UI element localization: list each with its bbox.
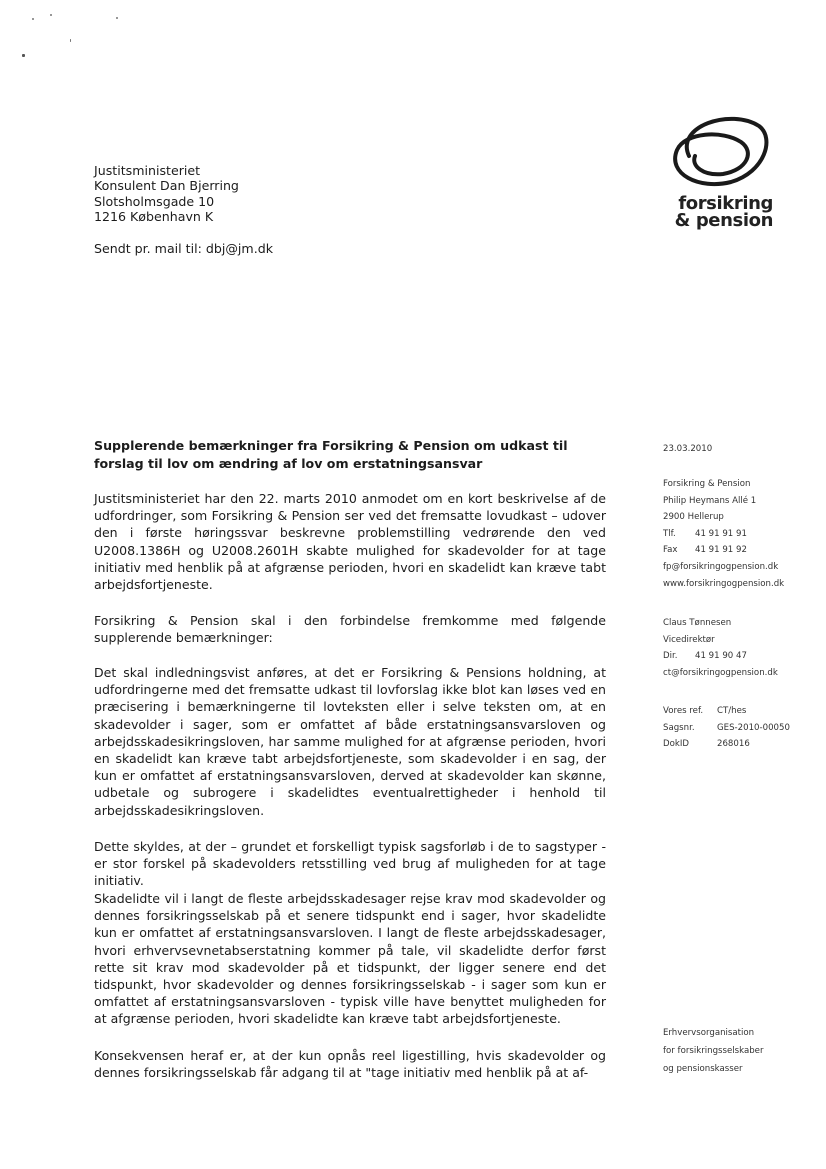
reference-value: CT/hes	[717, 706, 747, 716]
recipient-line: Slotsholmsgade 10	[94, 193, 215, 209]
sender-org-name: Forsikring & Pension	[663, 479, 751, 489]
doc-id-value: 268016	[717, 739, 750, 750]
recipient-line: Justitsministeriet	[94, 163, 201, 178]
letter-title: Supplerende bemærkninger fra Forsikring & Pension om udkast til forslag til lov om ændring af lov om erstatningsansvar	[94, 438, 568, 471]
contact-title: Vicedirektør	[663, 634, 715, 645]
recipient-address	[94, 163, 239, 225]
paragraph: Skadelidte vil i langt de fleste arbejdsskadesager rejse krav mod skadevolder og dennes forsikringsselskab på et senere tidspunkt end i sager, hvor skadelidte kun er omfattet af erstatningsansvarsloven. I langt de fleste arbejdsskadesager, hvori erhvervsevnetabserstatning kommer på tale, vil skadelidte derfor først rette sit krav mod skadevolder på et tidspunkt, der ligger senere end det tidspunkt, hvor skadevolder og dennes forsikringsselskab - i sager som kun er omfattet af erstatningsansvarsloven - typisk ville have benyttet muligheden for at afgrænse perioden, hvori skadelidte kan kræve tabt arbejdsfortjeneste.	[94, 891, 606, 1027]
footer-line: for forsikringsselskaber	[663, 1046, 764, 1057]
paragraph: Konsekvensen heraf er, at der kun opnås reel ligestilling, hvis skadevolder og dennes forsikringsselskab får adgang til at "tage initiativ med henblik på at af-	[94, 1048, 606, 1081]
sender-street: Philip Heymans Allé 1	[663, 495, 757, 506]
paragraph: Dette skyldes, at der – grundet et forskelligt typisk sagsforløb i de to sagstyper - er stor forskel på skadevolders retsstilling ved brug af muligheden for at tage initiativ.	[94, 839, 606, 889]
sender-contact-block	[663, 476, 784, 592]
paragraph: Det skal indledningsvist anføres, at det er Forsikring & Pensions holdning, at udfordringerne med det fremsatte udkast til lovforslag ikke blot kan løses ved en præcisering i bemærkningerne til lovteksten eller i selve teksten om, at en skadevolder i sager, som er omfattet af både erstatningsansvarsloven og arbejdsskadesikringsloven, har samme mulighed for at afgrænse perioden, hvori en skadelidt kan kræve tabt arbejdsfortjeneste, som skadevolder i en sag, der kun er omfattet af erstatningsansvarsloven, derved at skadevolder kan skønne, udbetale og subrogere i skadelidtes eventualrettigheder i henhold til arbejdsskadesikringsloven.	[94, 665, 606, 818]
logo-text-forsikring: forsikring	[678, 193, 773, 214]
sender-website: www.forsikringogpension.dk	[663, 578, 785, 589]
fax-value: 41 91 91 92	[695, 545, 747, 556]
sender-fax-row	[663, 542, 784, 559]
contact-person-block	[663, 615, 778, 681]
phone-value: 41 91 91 91	[695, 528, 747, 539]
sender-email: fp@forsikringogpension.dk	[663, 561, 779, 572]
reference-row	[663, 703, 790, 720]
footer-tagline	[663, 1024, 764, 1079]
recipient-line: 1216 København K	[94, 209, 214, 225]
direct-value: 41 91 90 47	[695, 651, 747, 662]
doc-id-row	[663, 736, 790, 753]
footer-line: og pensionskasser	[663, 1064, 743, 1075]
phone-label: Tlf.	[663, 528, 676, 539]
sent-by-mail-line: Sendt pr. mail til: dbj@jm.dk	[94, 241, 273, 256]
fax-label: Fax	[663, 545, 678, 556]
logo-text-pension: & pension	[674, 210, 773, 231]
footer-line: Erhvervsorganisation	[663, 1028, 755, 1038]
paragraph: Justitsministeriet har den 22. marts 2010 anmodet om en kort beskrivelse af de udfordringer, som Forsikring & Pension ser ved det fremsatte lovudkast – udover den i første høringssvar beskrevne problemstilling vedrørende den ved U2008.1386H og U2008.2601H skabte mulighed for skadevolder for at tage initiativ med henblik på at afgrænse perioden, hvori en skadelidt kan kræve tabt arbejdsfortjeneste.	[94, 491, 606, 593]
contact-name: Claus Tønnesen	[663, 618, 732, 628]
sender-city: 2900 Hellerup	[663, 512, 724, 523]
case-number-label: Sagsnr.	[663, 722, 695, 733]
paragraph: Forsikring & Pension skal i den forbindelse fremkomme med følgende supplerende bemærkninger:	[94, 613, 606, 646]
sender-phone-row	[663, 526, 784, 543]
doc-id-label: DokID	[663, 739, 690, 750]
logo-swirl-icon	[661, 116, 773, 196]
letter-date: 23.03.2010	[663, 444, 713, 454]
reference-block	[663, 703, 790, 753]
forsikring-pension-logo	[661, 116, 773, 236]
case-number-value: GES-2010-00050	[717, 722, 790, 733]
contact-direct-row	[663, 648, 778, 665]
direct-label: Dir.	[663, 651, 678, 662]
recipient-line: Konsulent Dan Bjerring	[94, 178, 239, 194]
case-number-row	[663, 720, 790, 737]
reference-label: Vores ref.	[663, 706, 704, 716]
contact-email: ct@forsikringogpension.dk	[663, 667, 778, 678]
